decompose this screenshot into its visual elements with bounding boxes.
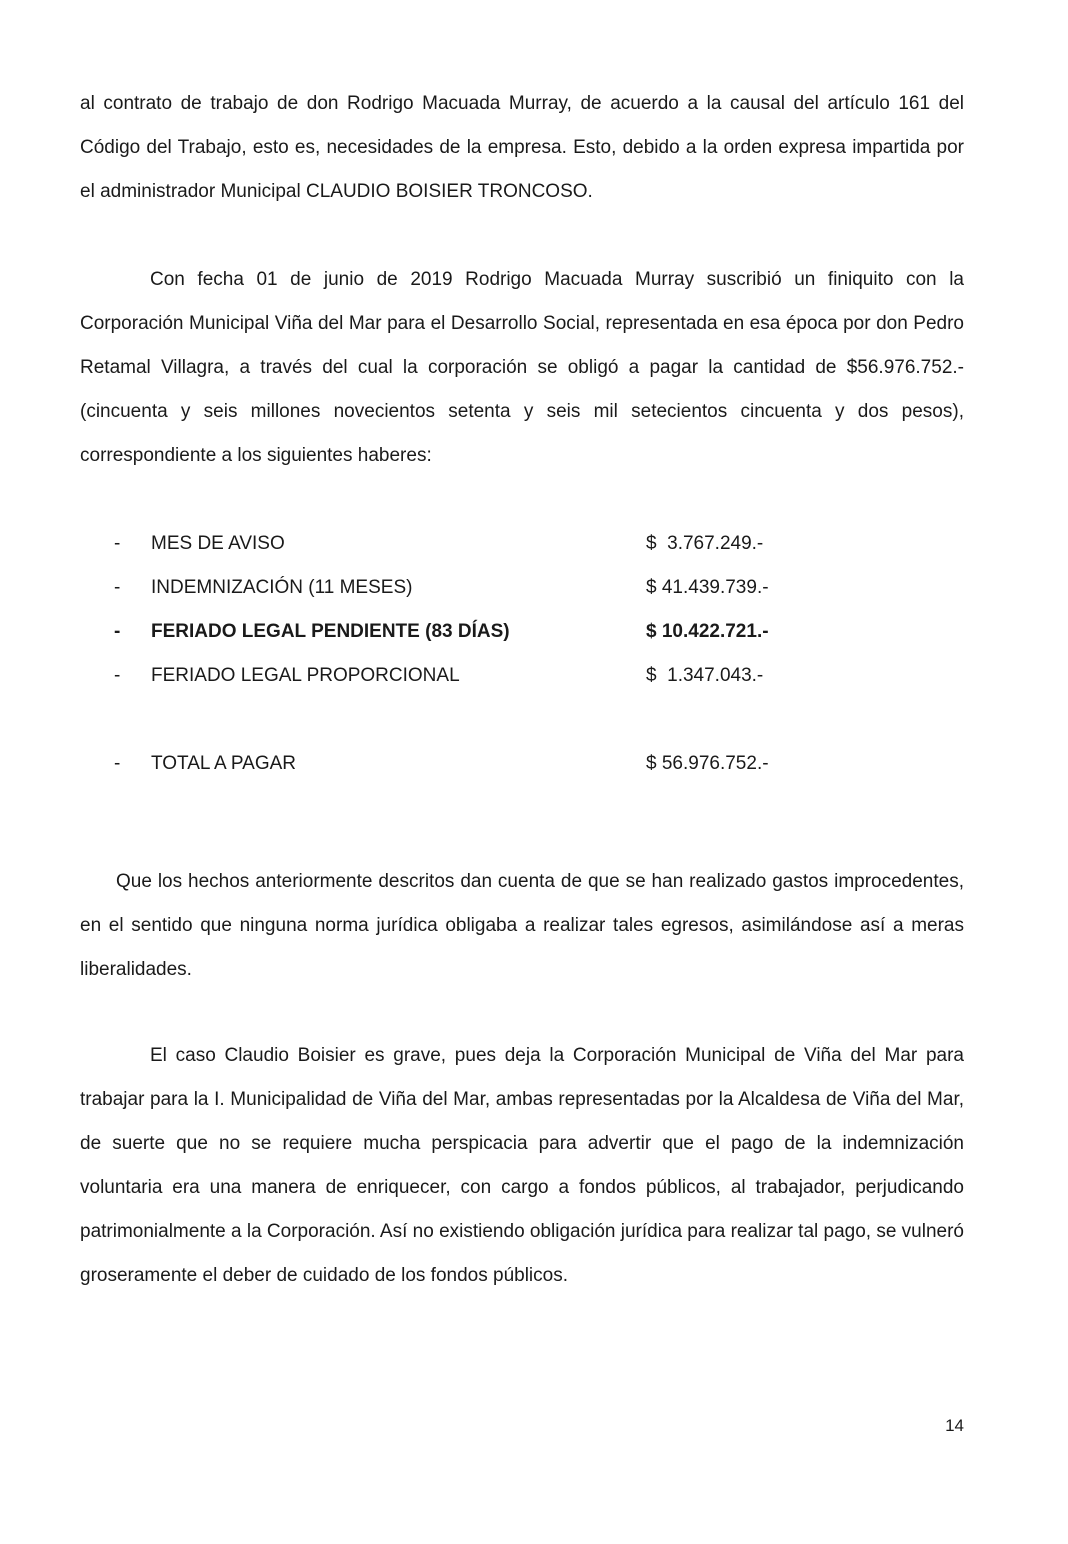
list-bullet: - [114, 753, 121, 774]
item-amount: $ 10.422.721.- [646, 621, 769, 642]
item-amount: $ 41.439.739.- [646, 577, 769, 598]
item-label: FERIADO LEGAL PROPORCIONAL [151, 665, 460, 686]
list-item-feriado-pendiente [0, 610, 1068, 654]
item-amount: $ 1.347.043.- [646, 665, 764, 686]
paragraph-settlement: Con fecha 01 de junio de 2019 Rodrigo Macuada Murray suscribió un finiquito con la Corporación Municipal Viña del Mar para el Desarrollo Social, representada en esa época por don Pedro Retamal Villagra, a través del cual la corporación se obligó a pagar la cantidad de $56.976.752.- (cincuenta y seis millones novecientos setenta y seis mil setecientos cincuenta y dos pesos), correspondiente a los siguientes haberes: [80, 269, 964, 466]
list-item-mes-de-aviso [0, 522, 1068, 566]
list-bullet: - [114, 665, 121, 686]
item-label: MES DE AVISO [151, 533, 285, 554]
item-label: INDEMNIZACIÓN (11 MESES) [151, 577, 413, 598]
list-item-indemnizacion [0, 566, 1068, 610]
paragraph-contract-termination: al contrato de trabajo de don Rodrigo Macuada Murray, de acuerdo a la causal del artículo 161 del Código del Trabajo, esto es, necesidades de la empresa. Esto, debido a la orden expresa impartida por el administrador Municipal CLAUDIO BOISIER TRONCOSO. [80, 93, 964, 202]
paragraph-improper-expenses: Que los hechos anteriormente descritos dan cuenta de que se han realizado gastos improcedentes, en el sentido que ninguna norma jurídica obligaba a realizar tales egresos, asimilándose así a meras liberalidades. [80, 871, 964, 980]
item-amount: $ 3.767.249.- [646, 533, 764, 554]
list-bullet: - [114, 577, 121, 598]
item-label: TOTAL A PAGAR [151, 753, 297, 774]
paragraph-boisier-case: El caso Claudio Boisier es grave, pues deja la Corporación Municipal de Viña del Mar para trabajar para la I. Municipalidad de Viña del Mar, ambas representadas por la Alcaldesa de Viña del Mar, de suerte que no se requiere mucha perspicacia para advertir que el pago de la indemnización voluntaria era una manera de enriquecer, con cargo a fondos públicos, al trabajador, perjudicando patrimonialmente a la Corporación. Así no existiendo obligación jurídica para realizar tal pago, se vulneró groseramente el deber de cuidado de los fondos públicos. [80, 1045, 965, 1286]
list-bullet: - [114, 533, 121, 554]
page-number: 14 [945, 1416, 964, 1435]
item-amount: $ 56.976.752.- [646, 753, 769, 774]
list-bullet: - [114, 621, 121, 642]
list-item-total [0, 742, 1068, 786]
list-item-feriado-proporcional [0, 654, 1068, 698]
item-label: FERIADO LEGAL PENDIENTE (83 DÍAS) [151, 621, 510, 642]
